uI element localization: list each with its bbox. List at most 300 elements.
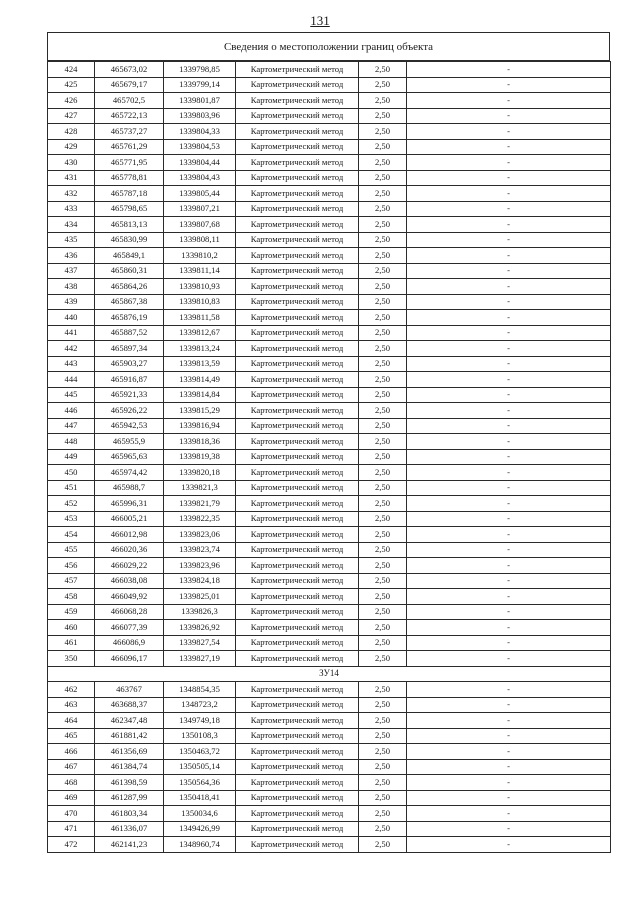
point-number-cell: 452 bbox=[48, 496, 95, 512]
method-cell: Картометрический метод bbox=[236, 728, 359, 744]
method-cell: Картометрический метод bbox=[236, 449, 359, 465]
method-cell: Картометрический метод bbox=[236, 155, 359, 171]
method-cell: Картометрический метод bbox=[236, 279, 359, 295]
point-number-cell: 430 bbox=[48, 155, 95, 171]
y-coordinate-cell: 1350564,36 bbox=[164, 775, 236, 791]
table-row bbox=[48, 713, 611, 729]
point-number-cell: 350 bbox=[48, 651, 95, 667]
note-cell: - bbox=[407, 232, 611, 248]
method-cell: Картометрический метод bbox=[236, 139, 359, 155]
note-cell: - bbox=[407, 217, 611, 233]
note-cell: - bbox=[407, 465, 611, 481]
table-row bbox=[48, 217, 611, 233]
method-cell: Картометрический метод bbox=[236, 558, 359, 574]
point-number-cell: 464 bbox=[48, 713, 95, 729]
y-coordinate-cell: 1339814,84 bbox=[164, 387, 236, 403]
note-cell: - bbox=[407, 728, 611, 744]
y-coordinate-cell: 1339813,24 bbox=[164, 341, 236, 357]
section-label: ЗУ14 bbox=[48, 666, 611, 682]
x-coordinate-cell: 465737,27 bbox=[95, 124, 164, 140]
table-row bbox=[48, 387, 611, 403]
note-cell: - bbox=[407, 837, 611, 853]
method-cell: Картометрический метод bbox=[236, 511, 359, 527]
table-row bbox=[48, 635, 611, 651]
point-number-cell: 429 bbox=[48, 139, 95, 155]
x-coordinate-cell: 461384,74 bbox=[95, 759, 164, 775]
table-row bbox=[48, 744, 611, 760]
method-cell: Картометрический метод bbox=[236, 93, 359, 109]
method-cell: Картометрический метод bbox=[236, 759, 359, 775]
method-cell: Картометрический метод bbox=[236, 170, 359, 186]
table-row bbox=[48, 465, 611, 481]
y-coordinate-cell: 1339823,74 bbox=[164, 542, 236, 558]
note-cell: - bbox=[407, 93, 611, 109]
accuracy-cell: 2,50 bbox=[359, 744, 407, 760]
x-coordinate-cell: 465965,63 bbox=[95, 449, 164, 465]
note-cell: - bbox=[407, 697, 611, 713]
method-cell: Картометрический метод bbox=[236, 790, 359, 806]
x-coordinate-cell: 463767 bbox=[95, 682, 164, 698]
y-coordinate-cell: 1350418,41 bbox=[164, 790, 236, 806]
y-coordinate-cell: 1339823,96 bbox=[164, 558, 236, 574]
note-cell: - bbox=[407, 651, 611, 667]
note-cell: - bbox=[407, 201, 611, 217]
x-coordinate-cell: 465673,02 bbox=[95, 62, 164, 78]
y-coordinate-cell: 1339801,87 bbox=[164, 93, 236, 109]
accuracy-cell: 2,50 bbox=[359, 139, 407, 155]
x-coordinate-cell: 466077,39 bbox=[95, 620, 164, 636]
y-coordinate-cell: 1339803,96 bbox=[164, 108, 236, 124]
accuracy-cell: 2,50 bbox=[359, 403, 407, 419]
accuracy-cell: 2,50 bbox=[359, 821, 407, 837]
method-cell: Картометрический метод bbox=[236, 527, 359, 543]
point-number-cell: 468 bbox=[48, 775, 95, 791]
x-coordinate-cell: 465679,17 bbox=[95, 77, 164, 93]
y-coordinate-cell: 1339819,38 bbox=[164, 449, 236, 465]
x-coordinate-cell: 465897,34 bbox=[95, 341, 164, 357]
y-coordinate-cell: 1339810,93 bbox=[164, 279, 236, 295]
method-cell: Картометрический метод bbox=[236, 310, 359, 326]
note-cell: - bbox=[407, 604, 611, 620]
method-cell: Картометрический метод bbox=[236, 775, 359, 791]
point-number-cell: 451 bbox=[48, 480, 95, 496]
point-number-cell: 467 bbox=[48, 759, 95, 775]
x-coordinate-cell: 465722,13 bbox=[95, 108, 164, 124]
point-number-cell: 472 bbox=[48, 837, 95, 853]
y-coordinate-cell: 1339821,3 bbox=[164, 480, 236, 496]
y-coordinate-cell: 1339825,01 bbox=[164, 589, 236, 605]
point-number-cell: 457 bbox=[48, 573, 95, 589]
note-cell: - bbox=[407, 682, 611, 698]
x-coordinate-cell: 465830,99 bbox=[95, 232, 164, 248]
x-coordinate-cell: 465813,13 bbox=[95, 217, 164, 233]
method-cell: Картометрический метод bbox=[236, 356, 359, 372]
method-cell: Картометрический метод bbox=[236, 248, 359, 264]
x-coordinate-cell: 466086,9 bbox=[95, 635, 164, 651]
y-coordinate-cell: 1339820,18 bbox=[164, 465, 236, 481]
point-number-cell: 450 bbox=[48, 465, 95, 481]
table-row bbox=[48, 821, 611, 837]
y-coordinate-cell: 1339804,33 bbox=[164, 124, 236, 140]
accuracy-cell: 2,50 bbox=[359, 806, 407, 822]
point-number-cell: 432 bbox=[48, 186, 95, 202]
x-coordinate-cell: 461398,59 bbox=[95, 775, 164, 791]
table-row bbox=[48, 806, 611, 822]
point-number-cell: 462 bbox=[48, 682, 95, 698]
note-cell: - bbox=[407, 124, 611, 140]
method-cell: Картометрический метод bbox=[236, 806, 359, 822]
accuracy-cell: 2,50 bbox=[359, 93, 407, 109]
note-cell: - bbox=[407, 434, 611, 450]
y-coordinate-cell: 1339826,3 bbox=[164, 604, 236, 620]
table-row bbox=[48, 837, 611, 853]
note-cell: - bbox=[407, 511, 611, 527]
page-number: 131 bbox=[310, 13, 330, 28]
method-cell: Картометрический метод bbox=[236, 573, 359, 589]
point-number-cell: 445 bbox=[48, 387, 95, 403]
y-coordinate-cell: 1339827,54 bbox=[164, 635, 236, 651]
x-coordinate-cell: 465867,38 bbox=[95, 294, 164, 310]
point-number-cell: 453 bbox=[48, 511, 95, 527]
method-cell: Картометрический метод bbox=[236, 604, 359, 620]
y-coordinate-cell: 1339804,53 bbox=[164, 139, 236, 155]
y-coordinate-cell: 1339821,79 bbox=[164, 496, 236, 512]
accuracy-cell: 2,50 bbox=[359, 124, 407, 140]
method-cell: Картометрический метод bbox=[236, 620, 359, 636]
accuracy-cell: 2,50 bbox=[359, 341, 407, 357]
point-number-cell: 471 bbox=[48, 821, 95, 837]
x-coordinate-cell: 465860,31 bbox=[95, 263, 164, 279]
table-row bbox=[48, 155, 611, 171]
y-coordinate-cell: 1350034,6 bbox=[164, 806, 236, 822]
x-coordinate-cell: 461881,42 bbox=[95, 728, 164, 744]
method-cell: Картометрический метод bbox=[236, 496, 359, 512]
point-number-cell: 441 bbox=[48, 325, 95, 341]
x-coordinate-cell: 463688,37 bbox=[95, 697, 164, 713]
y-coordinate-cell: 1339805,44 bbox=[164, 186, 236, 202]
point-number-cell: 439 bbox=[48, 294, 95, 310]
table-row bbox=[48, 697, 611, 713]
table-row bbox=[48, 294, 611, 310]
table-caption: Сведения о местоположении границ объекта bbox=[47, 32, 610, 61]
x-coordinate-cell: 465996,31 bbox=[95, 496, 164, 512]
table-row bbox=[48, 759, 611, 775]
y-coordinate-cell: 1339798,85 bbox=[164, 62, 236, 78]
y-coordinate-cell: 1339823,06 bbox=[164, 527, 236, 543]
x-coordinate-cell: 466029,22 bbox=[95, 558, 164, 574]
point-number-cell: 446 bbox=[48, 403, 95, 419]
x-coordinate-cell: 465988,7 bbox=[95, 480, 164, 496]
x-coordinate-cell: 465702,5 bbox=[95, 93, 164, 109]
method-cell: Картометрический метод bbox=[236, 341, 359, 357]
y-coordinate-cell: 1348723,2 bbox=[164, 697, 236, 713]
y-coordinate-cell: 1339812,67 bbox=[164, 325, 236, 341]
x-coordinate-cell: 465761,29 bbox=[95, 139, 164, 155]
accuracy-cell: 2,50 bbox=[359, 635, 407, 651]
x-coordinate-cell: 461336,07 bbox=[95, 821, 164, 837]
method-cell: Картометрический метод bbox=[236, 837, 359, 853]
point-number-cell: 428 bbox=[48, 124, 95, 140]
method-cell: Картометрический метод bbox=[236, 77, 359, 93]
x-coordinate-cell: 465864,26 bbox=[95, 279, 164, 295]
accuracy-cell: 2,50 bbox=[359, 155, 407, 171]
table-row bbox=[48, 573, 611, 589]
note-cell: - bbox=[407, 155, 611, 171]
method-cell: Картометрический метод bbox=[236, 62, 359, 78]
method-cell: Картометрический метод bbox=[236, 232, 359, 248]
table-row bbox=[48, 604, 611, 620]
accuracy-cell: 2,50 bbox=[359, 310, 407, 326]
table-row bbox=[48, 170, 611, 186]
point-number-cell: 440 bbox=[48, 310, 95, 326]
table-row bbox=[48, 201, 611, 217]
x-coordinate-cell: 465921,33 bbox=[95, 387, 164, 403]
table-row bbox=[48, 279, 611, 295]
point-number-cell: 424 bbox=[48, 62, 95, 78]
table-row bbox=[48, 775, 611, 791]
table-row bbox=[48, 449, 611, 465]
table-row bbox=[48, 790, 611, 806]
note-cell: - bbox=[407, 341, 611, 357]
x-coordinate-cell: 465942,53 bbox=[95, 418, 164, 434]
table-row bbox=[48, 620, 611, 636]
table-row bbox=[48, 263, 611, 279]
point-number-cell: 459 bbox=[48, 604, 95, 620]
point-number-cell: 465 bbox=[48, 728, 95, 744]
point-number-cell: 447 bbox=[48, 418, 95, 434]
table-row bbox=[48, 232, 611, 248]
point-number-cell: 427 bbox=[48, 108, 95, 124]
accuracy-cell: 2,50 bbox=[359, 186, 407, 202]
table-row bbox=[48, 434, 611, 450]
note-cell: - bbox=[407, 325, 611, 341]
table-row bbox=[48, 511, 611, 527]
accuracy-cell: 2,50 bbox=[359, 434, 407, 450]
method-cell: Картометрический метод bbox=[236, 418, 359, 434]
x-coordinate-cell: 466068,28 bbox=[95, 604, 164, 620]
y-coordinate-cell: 1350108,3 bbox=[164, 728, 236, 744]
note-cell: - bbox=[407, 806, 611, 822]
note-cell: - bbox=[407, 744, 611, 760]
table-row bbox=[48, 496, 611, 512]
note-cell: - bbox=[407, 449, 611, 465]
table-row bbox=[48, 62, 611, 78]
coordinates-table-body bbox=[48, 62, 611, 853]
note-cell: - bbox=[407, 279, 611, 295]
point-number-cell: 454 bbox=[48, 527, 95, 543]
y-coordinate-cell: 1339816,94 bbox=[164, 418, 236, 434]
y-coordinate-cell: 1339811,58 bbox=[164, 310, 236, 326]
table-row bbox=[48, 480, 611, 496]
accuracy-cell: 2,50 bbox=[359, 108, 407, 124]
accuracy-cell: 2,50 bbox=[359, 294, 407, 310]
table-row bbox=[48, 418, 611, 434]
point-number-cell: 456 bbox=[48, 558, 95, 574]
note-cell: - bbox=[407, 356, 611, 372]
note-cell: - bbox=[407, 170, 611, 186]
y-coordinate-cell: 1339826,92 bbox=[164, 620, 236, 636]
table-row bbox=[48, 325, 611, 341]
note-cell: - bbox=[407, 248, 611, 264]
accuracy-cell: 2,50 bbox=[359, 759, 407, 775]
method-cell: Картометрический метод bbox=[236, 651, 359, 667]
table-row bbox=[48, 682, 611, 698]
table-row bbox=[48, 310, 611, 326]
x-coordinate-cell: 465916,87 bbox=[95, 372, 164, 388]
point-number-cell: 443 bbox=[48, 356, 95, 372]
note-cell: - bbox=[407, 310, 611, 326]
method-cell: Картометрический метод bbox=[236, 744, 359, 760]
x-coordinate-cell: 465955,9 bbox=[95, 434, 164, 450]
note-cell: - bbox=[407, 759, 611, 775]
note-cell: - bbox=[407, 558, 611, 574]
note-cell: - bbox=[407, 480, 611, 496]
y-coordinate-cell: 1348960,74 bbox=[164, 837, 236, 853]
x-coordinate-cell: 465778,81 bbox=[95, 170, 164, 186]
accuracy-cell: 2,50 bbox=[359, 170, 407, 186]
note-cell: - bbox=[407, 790, 611, 806]
note-cell: - bbox=[407, 589, 611, 605]
note-cell: - bbox=[407, 542, 611, 558]
method-cell: Картометрический метод bbox=[236, 201, 359, 217]
y-coordinate-cell: 1339810,2 bbox=[164, 248, 236, 264]
method-cell: Картометрический метод bbox=[236, 387, 359, 403]
accuracy-cell: 2,50 bbox=[359, 356, 407, 372]
method-cell: Картометрический метод bbox=[236, 697, 359, 713]
y-coordinate-cell: 1350505,14 bbox=[164, 759, 236, 775]
point-number-cell: 469 bbox=[48, 790, 95, 806]
note-cell: - bbox=[407, 573, 611, 589]
point-number-cell: 463 bbox=[48, 697, 95, 713]
y-coordinate-cell: 1350463,72 bbox=[164, 744, 236, 760]
x-coordinate-cell: 461803,34 bbox=[95, 806, 164, 822]
accuracy-cell: 2,50 bbox=[359, 604, 407, 620]
x-coordinate-cell: 466020,36 bbox=[95, 542, 164, 558]
y-coordinate-cell: 1339807,68 bbox=[164, 217, 236, 233]
point-number-cell: 449 bbox=[48, 449, 95, 465]
y-coordinate-cell: 1339808,11 bbox=[164, 232, 236, 248]
method-cell: Картометрический метод bbox=[236, 821, 359, 837]
method-cell: Картометрический метод bbox=[236, 713, 359, 729]
x-coordinate-cell: 466012,98 bbox=[95, 527, 164, 543]
point-number-cell: 466 bbox=[48, 744, 95, 760]
y-coordinate-cell: 1339804,44 bbox=[164, 155, 236, 171]
y-coordinate-cell: 1339813,59 bbox=[164, 356, 236, 372]
accuracy-cell: 2,50 bbox=[359, 651, 407, 667]
note-cell: - bbox=[407, 418, 611, 434]
accuracy-cell: 2,50 bbox=[359, 697, 407, 713]
method-cell: Картометрический метод bbox=[236, 635, 359, 651]
accuracy-cell: 2,50 bbox=[359, 682, 407, 698]
x-coordinate-cell: 465974,42 bbox=[95, 465, 164, 481]
table-row bbox=[48, 728, 611, 744]
table-row bbox=[48, 248, 611, 264]
accuracy-cell: 2,50 bbox=[359, 527, 407, 543]
note-cell: - bbox=[407, 186, 611, 202]
method-cell: Картометрический метод bbox=[236, 403, 359, 419]
note-cell: - bbox=[407, 713, 611, 729]
x-coordinate-cell: 465926,22 bbox=[95, 403, 164, 419]
point-number-cell: 444 bbox=[48, 372, 95, 388]
table-row bbox=[48, 356, 611, 372]
method-cell: Картометрический метод bbox=[236, 124, 359, 140]
y-coordinate-cell: 1339814,49 bbox=[164, 372, 236, 388]
x-coordinate-cell: 466049,92 bbox=[95, 589, 164, 605]
y-coordinate-cell: 1349426,99 bbox=[164, 821, 236, 837]
table-row bbox=[48, 589, 611, 605]
method-cell: Картометрический метод bbox=[236, 217, 359, 233]
accuracy-cell: 2,50 bbox=[359, 77, 407, 93]
note-cell: - bbox=[407, 77, 611, 93]
y-coordinate-cell: 1339811,14 bbox=[164, 263, 236, 279]
point-number-cell: 442 bbox=[48, 341, 95, 357]
accuracy-cell: 2,50 bbox=[359, 589, 407, 605]
method-cell: Картометрический метод bbox=[236, 542, 359, 558]
method-cell: Картометрический метод bbox=[236, 263, 359, 279]
note-cell: - bbox=[407, 635, 611, 651]
point-number-cell: 436 bbox=[48, 248, 95, 264]
point-number-cell: 431 bbox=[48, 170, 95, 186]
x-coordinate-cell: 465903,27 bbox=[95, 356, 164, 372]
method-cell: Картометрический метод bbox=[236, 682, 359, 698]
x-coordinate-cell: 465849,1 bbox=[95, 248, 164, 264]
y-coordinate-cell: 1339810,83 bbox=[164, 294, 236, 310]
table-row bbox=[48, 77, 611, 93]
accuracy-cell: 2,50 bbox=[359, 775, 407, 791]
note-cell: - bbox=[407, 387, 611, 403]
method-cell: Картометрический метод bbox=[236, 325, 359, 341]
method-cell: Картометрический метод bbox=[236, 108, 359, 124]
method-cell: Картометрический метод bbox=[236, 294, 359, 310]
note-cell: - bbox=[407, 821, 611, 837]
table-row bbox=[48, 527, 611, 543]
note-cell: - bbox=[407, 294, 611, 310]
x-coordinate-cell: 466005,21 bbox=[95, 511, 164, 527]
accuracy-cell: 2,50 bbox=[359, 790, 407, 806]
coordinates-table bbox=[47, 61, 611, 853]
point-number-cell: 437 bbox=[48, 263, 95, 279]
table-row bbox=[48, 186, 611, 202]
method-cell: Картометрический метод bbox=[236, 480, 359, 496]
y-coordinate-cell: 1339807,21 bbox=[164, 201, 236, 217]
table-row bbox=[48, 139, 611, 155]
y-coordinate-cell: 1339822,35 bbox=[164, 511, 236, 527]
point-number-cell: 470 bbox=[48, 806, 95, 822]
table-row bbox=[48, 108, 611, 124]
table-row bbox=[48, 93, 611, 109]
accuracy-cell: 2,50 bbox=[359, 62, 407, 78]
accuracy-cell: 2,50 bbox=[359, 465, 407, 481]
x-coordinate-cell: 461287,99 bbox=[95, 790, 164, 806]
accuracy-cell: 2,50 bbox=[359, 511, 407, 527]
accuracy-cell: 2,50 bbox=[359, 232, 407, 248]
accuracy-cell: 2,50 bbox=[359, 837, 407, 853]
y-coordinate-cell: 1349749,18 bbox=[164, 713, 236, 729]
table-row bbox=[48, 651, 611, 667]
note-cell: - bbox=[407, 403, 611, 419]
table-row bbox=[48, 403, 611, 419]
point-number-cell: 448 bbox=[48, 434, 95, 450]
accuracy-cell: 2,50 bbox=[359, 713, 407, 729]
x-coordinate-cell: 465787,18 bbox=[95, 186, 164, 202]
accuracy-cell: 2,50 bbox=[359, 248, 407, 264]
method-cell: Картометрический метод bbox=[236, 589, 359, 605]
method-cell: Картометрический метод bbox=[236, 372, 359, 388]
x-coordinate-cell: 465771,95 bbox=[95, 155, 164, 171]
y-coordinate-cell: 1339804,43 bbox=[164, 170, 236, 186]
x-coordinate-cell: 461356,69 bbox=[95, 744, 164, 760]
note-cell: - bbox=[407, 496, 611, 512]
